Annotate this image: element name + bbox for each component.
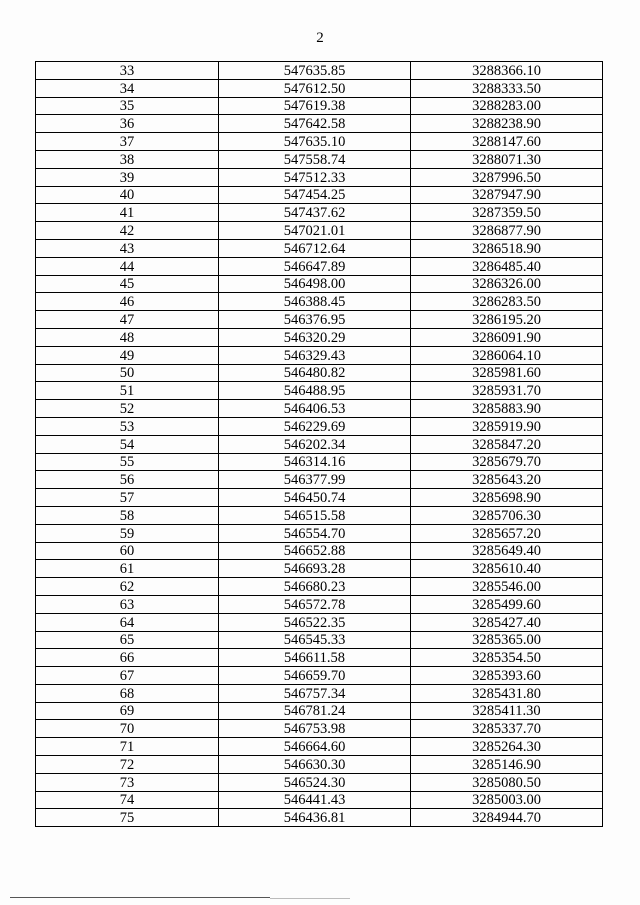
table-row: [36, 631, 603, 649]
point-number-cell: 58: [36, 506, 219, 524]
table-row: [36, 613, 603, 631]
table-row: [36, 328, 603, 346]
table-row: [36, 311, 603, 329]
point-number-cell: 34: [36, 79, 219, 97]
y-coordinate-cell: 3288238.90: [411, 115, 603, 133]
point-number-cell: 36: [36, 115, 219, 133]
y-coordinate-cell: 3285981.60: [411, 364, 603, 382]
y-coordinate-cell: 3288071.30: [411, 150, 603, 168]
y-coordinate-cell: 3285698.90: [411, 489, 603, 507]
point-number-cell: 39: [36, 168, 219, 186]
point-number-cell: 51: [36, 382, 219, 400]
y-coordinate-cell: 3285649.40: [411, 542, 603, 560]
footer-rule-faint: [270, 898, 350, 899]
x-coordinate-cell: 546664.60: [219, 738, 411, 756]
point-number-cell: 72: [36, 756, 219, 774]
x-coordinate-cell: 547558.74: [219, 150, 411, 168]
x-coordinate-cell: 547619.38: [219, 97, 411, 115]
x-coordinate-cell: 546498.00: [219, 275, 411, 293]
y-coordinate-cell: 3285393.60: [411, 667, 603, 685]
table-row: [36, 346, 603, 364]
table-row: [36, 150, 603, 168]
y-coordinate-cell: 3285411.30: [411, 702, 603, 720]
point-number-cell: 42: [36, 222, 219, 240]
table-row: [36, 702, 603, 720]
table-row: [36, 222, 603, 240]
x-coordinate-cell: 546329.43: [219, 346, 411, 364]
x-coordinate-cell: 546522.35: [219, 613, 411, 631]
y-coordinate-cell: 3287996.50: [411, 168, 603, 186]
y-coordinate-cell: 3285847.20: [411, 435, 603, 453]
y-coordinate-cell: 3286091.90: [411, 328, 603, 346]
y-coordinate-cell: 3285431.80: [411, 684, 603, 702]
point-number-cell: 60: [36, 542, 219, 560]
y-coordinate-cell: 3285883.90: [411, 400, 603, 418]
y-coordinate-cell: 3288333.50: [411, 79, 603, 97]
table-row: [36, 275, 603, 293]
table-row: [36, 720, 603, 738]
table-row: [36, 684, 603, 702]
point-number-cell: 53: [36, 417, 219, 435]
y-coordinate-cell: 3285931.70: [411, 382, 603, 400]
table-row: [36, 506, 603, 524]
point-number-cell: 63: [36, 595, 219, 613]
y-coordinate-cell: 3285610.40: [411, 560, 603, 578]
table-row: [36, 382, 603, 400]
point-number-cell: 43: [36, 239, 219, 257]
point-number-cell: 74: [36, 791, 219, 809]
x-coordinate-cell: 546647.89: [219, 257, 411, 275]
point-number-cell: 48: [36, 328, 219, 346]
point-number-cell: 57: [36, 489, 219, 507]
x-coordinate-cell: 546554.70: [219, 524, 411, 542]
table-row: [36, 417, 603, 435]
point-number-cell: 47: [36, 311, 219, 329]
x-coordinate-cell: 546450.74: [219, 489, 411, 507]
y-coordinate-cell: 3285499.60: [411, 595, 603, 613]
point-number-cell: 37: [36, 133, 219, 151]
x-coordinate-cell: 546441.43: [219, 791, 411, 809]
point-number-cell: 35: [36, 97, 219, 115]
table-row: [36, 542, 603, 560]
x-coordinate-cell: 546202.34: [219, 435, 411, 453]
x-coordinate-cell: 546630.30: [219, 756, 411, 774]
y-coordinate-cell: 3285657.20: [411, 524, 603, 542]
table-row: [36, 97, 603, 115]
x-coordinate-cell: 546320.29: [219, 328, 411, 346]
table-row: [36, 186, 603, 204]
y-coordinate-cell: 3285679.70: [411, 453, 603, 471]
y-coordinate-cell: 3288147.60: [411, 133, 603, 151]
point-number-cell: 61: [36, 560, 219, 578]
table-row: [36, 435, 603, 453]
y-coordinate-cell: 3286195.20: [411, 311, 603, 329]
point-number-cell: 49: [36, 346, 219, 364]
point-number-cell: 64: [36, 613, 219, 631]
x-coordinate-cell: 546781.24: [219, 702, 411, 720]
x-coordinate-cell: 546652.88: [219, 542, 411, 560]
y-coordinate-cell: 3285337.70: [411, 720, 603, 738]
table-row: [36, 239, 603, 257]
point-number-cell: 54: [36, 435, 219, 453]
y-coordinate-cell: 3285546.00: [411, 578, 603, 596]
table-row: [36, 738, 603, 756]
point-number-cell: 38: [36, 150, 219, 168]
point-number-cell: 68: [36, 684, 219, 702]
table-row: [36, 773, 603, 791]
x-coordinate-cell: 547021.01: [219, 222, 411, 240]
y-coordinate-cell: 3286283.50: [411, 293, 603, 311]
x-coordinate-cell: 546515.58: [219, 506, 411, 524]
x-coordinate-cell: 547512.33: [219, 168, 411, 186]
point-number-cell: 65: [36, 631, 219, 649]
x-coordinate-cell: 547437.62: [219, 204, 411, 222]
table-row: [36, 524, 603, 542]
x-coordinate-cell: 547635.10: [219, 133, 411, 151]
x-coordinate-cell: 546436.81: [219, 809, 411, 827]
x-coordinate-cell: 546314.16: [219, 453, 411, 471]
table-row: [36, 595, 603, 613]
x-coordinate-cell: 546753.98: [219, 720, 411, 738]
y-coordinate-cell: 3285706.30: [411, 506, 603, 524]
y-coordinate-cell: 3286877.90: [411, 222, 603, 240]
y-coordinate-cell: 3285264.30: [411, 738, 603, 756]
x-coordinate-cell: 546693.28: [219, 560, 411, 578]
point-number-cell: 69: [36, 702, 219, 720]
point-number-cell: 45: [36, 275, 219, 293]
point-number-cell: 40: [36, 186, 219, 204]
point-number-cell: 75: [36, 809, 219, 827]
table-row: [36, 400, 603, 418]
x-coordinate-cell: 546488.95: [219, 382, 411, 400]
point-number-cell: 50: [36, 364, 219, 382]
y-coordinate-cell: 3285919.90: [411, 417, 603, 435]
page-number: 2: [316, 30, 324, 46]
y-coordinate-cell: 3287947.90: [411, 186, 603, 204]
y-coordinate-cell: 3288283.00: [411, 97, 603, 115]
point-number-cell: 71: [36, 738, 219, 756]
point-number-cell: 41: [36, 204, 219, 222]
table-row: [36, 364, 603, 382]
table-row: [36, 667, 603, 685]
x-coordinate-cell: 546376.95: [219, 311, 411, 329]
table-row: [36, 791, 603, 809]
x-coordinate-cell: 547612.50: [219, 79, 411, 97]
point-number-cell: 46: [36, 293, 219, 311]
x-coordinate-cell: 546572.78: [219, 595, 411, 613]
x-coordinate-cell: 546757.34: [219, 684, 411, 702]
table-row: [36, 168, 603, 186]
y-coordinate-cell: 3286064.10: [411, 346, 603, 364]
x-coordinate-cell: 546480.82: [219, 364, 411, 382]
table-row: [36, 79, 603, 97]
point-number-cell: 67: [36, 667, 219, 685]
x-coordinate-cell: 546388.45: [219, 293, 411, 311]
y-coordinate-cell: 3288366.10: [411, 62, 603, 80]
y-coordinate-cell: 3286326.00: [411, 275, 603, 293]
table-row: [36, 62, 603, 80]
coordinates-table: [35, 61, 603, 827]
point-number-cell: 44: [36, 257, 219, 275]
point-number-cell: 52: [36, 400, 219, 418]
y-coordinate-cell: 3285146.90: [411, 756, 603, 774]
y-coordinate-cell: 3286485.40: [411, 257, 603, 275]
table-row: [36, 453, 603, 471]
y-coordinate-cell: 3285427.40: [411, 613, 603, 631]
x-coordinate-cell: 546229.69: [219, 417, 411, 435]
table-row: [36, 809, 603, 827]
x-coordinate-cell: 546545.33: [219, 631, 411, 649]
y-coordinate-cell: 3286518.90: [411, 239, 603, 257]
point-number-cell: 73: [36, 773, 219, 791]
point-number-cell: 33: [36, 62, 219, 80]
x-coordinate-cell: 546406.53: [219, 400, 411, 418]
point-number-cell: 70: [36, 720, 219, 738]
x-coordinate-cell: 547642.58: [219, 115, 411, 133]
x-coordinate-cell: 547635.85: [219, 62, 411, 80]
x-coordinate-cell: 546524.30: [219, 773, 411, 791]
y-coordinate-cell: 3285643.20: [411, 471, 603, 489]
coordinates-table-body: [36, 62, 603, 827]
table-row: [36, 115, 603, 133]
y-coordinate-cell: 3284944.70: [411, 809, 603, 827]
y-coordinate-cell: 3285080.50: [411, 773, 603, 791]
x-coordinate-cell: 547454.25: [219, 186, 411, 204]
table-row: [36, 489, 603, 507]
y-coordinate-cell: 3285365.00: [411, 631, 603, 649]
x-coordinate-cell: 546611.58: [219, 649, 411, 667]
table-row: [36, 133, 603, 151]
footer-rule: [10, 897, 270, 898]
x-coordinate-cell: 546659.70: [219, 667, 411, 685]
x-coordinate-cell: 546377.99: [219, 471, 411, 489]
y-coordinate-cell: 3287359.50: [411, 204, 603, 222]
point-number-cell: 62: [36, 578, 219, 596]
table-row: [36, 204, 603, 222]
y-coordinate-cell: 3285354.50: [411, 649, 603, 667]
table-row: [36, 471, 603, 489]
table-row: [36, 293, 603, 311]
table-row: [36, 578, 603, 596]
table-row: [36, 560, 603, 578]
point-number-cell: 59: [36, 524, 219, 542]
table-row: [36, 756, 603, 774]
point-number-cell: 66: [36, 649, 219, 667]
x-coordinate-cell: 546712.64: [219, 239, 411, 257]
y-coordinate-cell: 3285003.00: [411, 791, 603, 809]
point-number-cell: 56: [36, 471, 219, 489]
x-coordinate-cell: 546680.23: [219, 578, 411, 596]
point-number-cell: 55: [36, 453, 219, 471]
table-row: [36, 649, 603, 667]
table-row: [36, 257, 603, 275]
